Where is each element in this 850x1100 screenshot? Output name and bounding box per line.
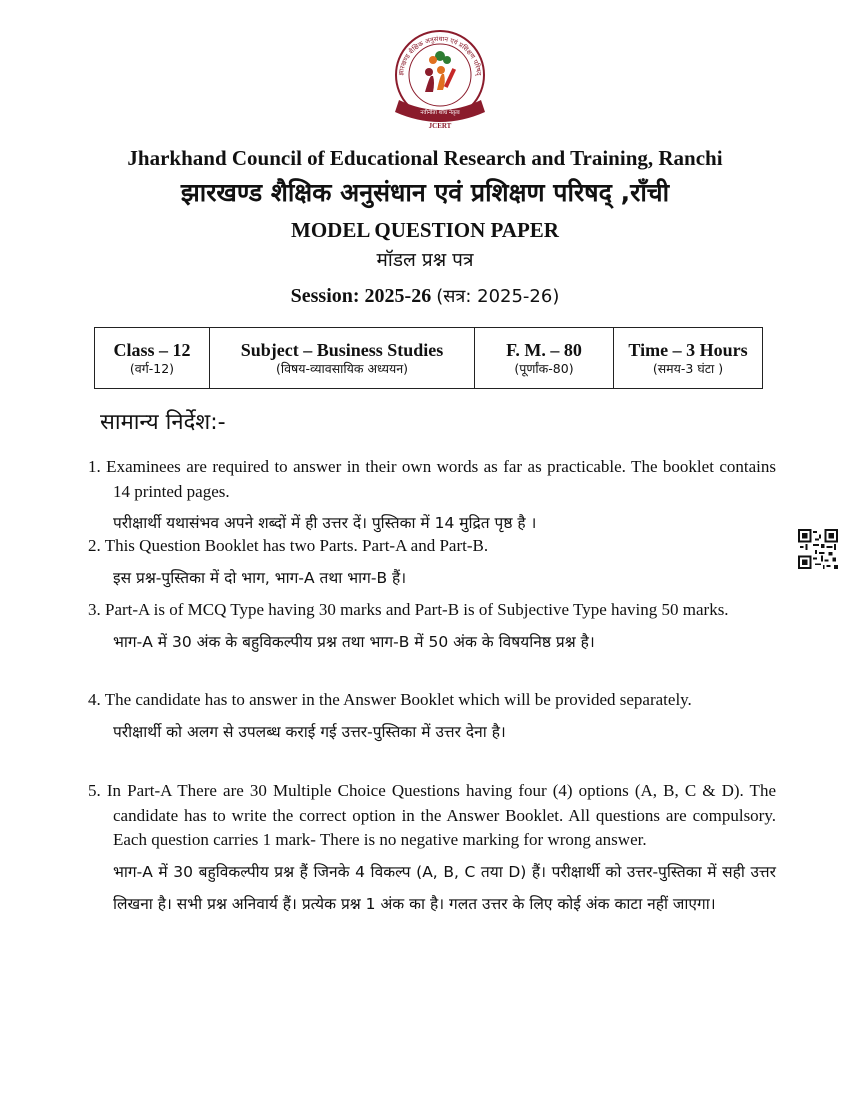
paper-title-en: MODEL QUESTION PAPER — [291, 218, 559, 242]
time-label-hi: (समय-3 घंटा ) — [652, 360, 724, 376]
instruction-1-hi: परीक्षार्थी यथासंभव अपने शब्दों में ही उत्तर दें। पुस्तिका में 14 मुद्रित पृष्ठ है । — [113, 514, 537, 532]
subject-label: Subject – Business Studies — [240, 339, 444, 360]
instruction-5 — [88, 779, 776, 920]
instruction-3-hi: भाग-A में 30 अंक के बहुविकल्पीय प्रश्न तथा भाग-B में 50 अंक के विषयनिष्ठ प्रश्न है। — [113, 632, 595, 651]
instruction-2-en: 2. This Question Booklet has two Parts. Part-A and Part-B. — [88, 536, 489, 555]
class-label: Class – 12 — [113, 339, 191, 360]
full-marks-label-hi: (पूर्णांक-80) — [514, 360, 574, 376]
general-instructions-heading: सामान्य निर्देश:- — [100, 410, 226, 435]
instruction-3 — [88, 598, 776, 658]
instruction-2-hi: इस प्रश्न-पुस्तिका में दो भाग, भाग-A तथा भाग-B हैं। — [113, 568, 407, 587]
subject-cell — [210, 328, 475, 389]
instruction-5-hi: भाग-A में 30 बहुविकल्पीय प्रश्न हैं जिनके 4 विकल्प (A, B, C तया D) हैं। परीक्षार्थी को उत्तर-पुस्तिका में सही उत्तर लिखना है। सभी प्रश्न अनिवार्य हैं। प्रत्येक प्रश्न 1 अंक का है। गलत उत्तर के लिए कोई अंक काटा नहीं जाएगा। — [113, 862, 776, 913]
org-name-hi: झारखण्ड शैक्षिक अनुसंधान एवं प्रशिक्षण परिषद् ,राँची — [180, 178, 670, 207]
instruction-4-en: 4. The candidate has to answer in the Answer Booklet which will be provided separately. — [88, 690, 692, 709]
full-marks-cell — [475, 328, 614, 389]
session-en: Session: 2025-26 — [290, 285, 432, 307]
instruction-1 — [88, 455, 776, 539]
instruction-1-en: 1. Examinees are required to answer in their own words as far as practicable. The booklet contains 14 printed pages. — [88, 457, 776, 501]
qr-code-icon — [798, 529, 838, 569]
logo-ring-text: झारखण्ड शैक्षिक अनुसंधान एवं प्रशिक्षण परिषद् — [396, 34, 483, 76]
logo-motto: नवीनीता शोध नेतृत्व — [420, 110, 460, 116]
class-label-hi: (वर्ग-12) — [129, 360, 175, 376]
jcert-logo — [385, 20, 495, 130]
instruction-4-hi: परीक्षार्थी को अलग से उपलब्ध कराई गई उत्तर-पुस्तिका में उत्तर देना है। — [113, 722, 506, 741]
instruction-4 — [88, 688, 776, 748]
time-cell — [614, 328, 763, 389]
time-label: Time – 3 Hours — [628, 339, 748, 360]
session-hi: (सत्र: 2025-26) — [436, 286, 560, 307]
full-marks-label: F. M. – 80 — [506, 339, 582, 360]
logo-abbr: JCERT — [428, 122, 452, 130]
info-table — [94, 327, 763, 389]
subject-label-hi: (विषय-व्यावसायिक अध्ययन) — [275, 360, 409, 376]
session — [0, 284, 850, 308]
instruction-5-en: 5. In Part-A There are 30 Multiple Choice Questions having four (4) options (A, B, C & D). The candidate has to write the correct option in the Answer Booklet. All questions are compulsory. Each question carries 1 mark- There is no negative marking for wrong answer. — [88, 781, 776, 849]
class-cell — [95, 328, 210, 389]
paper-title-hi: मॉडल प्रश्न पत्र — [376, 249, 474, 271]
instruction-3-en: 3. Part-A is of MCQ Type having 30 marks and Part-B is of Subjective Type having 50 marks. — [88, 600, 729, 619]
org-name-en: Jharkhand Council of Educational Research and Training, Ranchi — [127, 146, 723, 170]
instruction-2 — [88, 534, 776, 594]
